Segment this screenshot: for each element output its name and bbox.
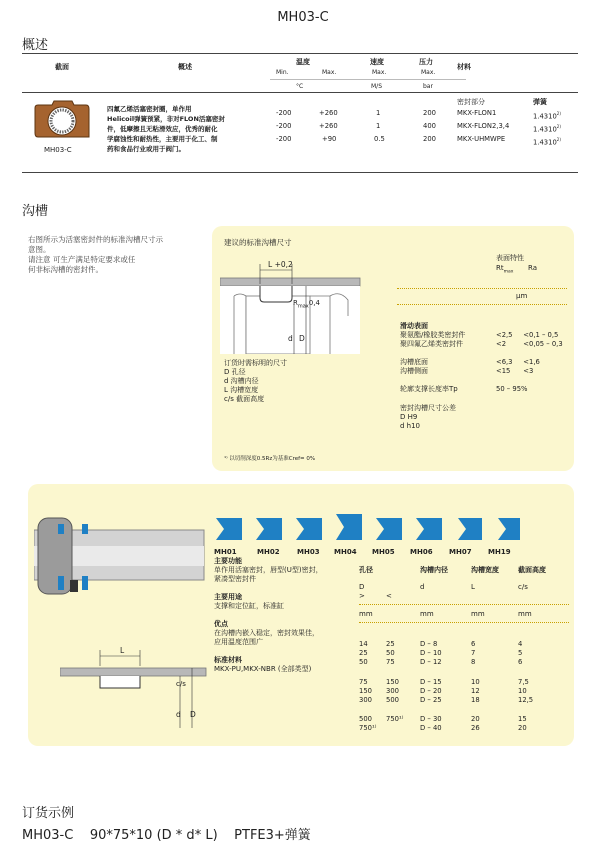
profile-mh01: MH01 [214,548,237,556]
sym-cs: c/s [518,583,528,591]
sliding-title: 滑动表面 [400,322,428,330]
sym-d: d [420,583,425,591]
dimension-cell: 300 [359,696,372,704]
col-temp-max: Max. [322,69,337,76]
sliding-ptfe: 聚四氟乙烯类密封件 [400,340,463,348]
dimension-cell: 20 [471,715,480,723]
dim-rmax: $R_{max}0,4$ [293,299,320,310]
row-1-pressure: 200 [423,109,436,117]
col-speed: 速度 [370,58,384,66]
row-3-material: MKX-UHMWPE [457,135,506,143]
p2-dim-L: L [120,646,125,655]
overview-heading: 概述 [22,38,49,53]
dimension-cell: 10 [471,678,480,686]
dimension-cell: D – 15 [420,678,442,686]
row-1-min: -200 [276,109,292,117]
row-2-material: MKX-FLON2,3,4 [457,122,510,130]
sliding-ptfe-vals: <2 <0,05 – 0,3 [496,340,563,348]
profile-mh03: MH03 [297,548,320,556]
profiles-groove-drawing [60,640,210,728]
row-2-speed: 1 [376,122,381,130]
groove-flank: 沟槽侧面 [400,367,428,375]
mh03-c-profile-drawing [34,99,90,143]
col-temp-min: Min. [276,69,289,76]
description-line: 件，低摩擦且无粘滑效应，优秀的耐化 [107,125,218,133]
dimension-cell: 7,5 [518,678,529,686]
profile-info: 主要功能 单作用活塞密封，唇型(U型)密封， 紧凑型密封件 主要用途 支撑和定位缸，标准缸 优点 在沟槽内嵌入稳定，密封效果佳， 应用温度范围广 标准材料 MKX-PU,MKX-NBR (全部类型) [214,557,323,673]
col-pressure: 压力 [419,58,433,66]
dimension-cell: 6 [518,658,523,666]
dimension-cell: 7 [471,649,476,657]
row-2-spring: 1.4310$^{2)}$ [533,124,561,134]
unit-temp: °C [296,83,304,90]
dimension-cell: D – 12 [420,658,442,666]
overview-bottom-rule [22,172,578,173]
row-3-max: +90 [322,135,337,143]
bearing-ratio: 轮廓支撑长度率Tp [400,385,458,393]
dimension-cell: D – 30 [420,715,442,723]
surface-ra: Ra [528,264,537,272]
intro-line: 何非标沟槽的密封件。 [28,265,103,274]
overview-description [107,104,277,154]
tolerance-d: d h10 [400,422,421,430]
dim-L: L +0,2 [268,260,293,269]
dimension-cell: D – 20 [420,687,442,695]
dimension-cell: D – 25 [420,696,442,704]
unit-groove-w: mm [471,610,485,618]
row-2-max: +260 [319,122,338,130]
row-1-max: +260 [319,109,338,117]
description-line: 学腐蚀性和耐热性，主要用于化工、制 [107,135,218,143]
panel1-title: 建议的标准沟槽尺寸 [224,238,292,247]
intro-line: 请注意 可生产满足特定要求或任 [28,255,136,264]
sym-lt: < [386,592,392,600]
col-material: 材料 [457,63,471,71]
groove-intro [28,235,206,275]
profile-shapes [214,512,544,546]
col-groove-w: 沟槽宽度 [471,566,499,574]
profile-mh07: MH07 [449,548,472,556]
dimension-cell: 50 [359,658,368,666]
col-seal-part: 密封部分 [457,98,485,106]
dimension-cell: D – 40 [420,724,442,732]
p2-dim-cs: c/s [176,680,186,688]
surface-rule-2 [397,304,567,305]
dim-d: d [288,334,293,343]
sym-L: L [471,583,475,591]
col-groove-d: 沟槽内径 [420,566,448,574]
dimension-cell: 150 [386,678,399,686]
dim-D: D [299,334,305,343]
col-pressure-max: Max. [421,69,436,76]
sym-D: D [359,583,365,591]
unit-cs: mm [518,610,532,618]
groove-flank-vals: <15 <3 [496,367,534,375]
intro-line: 右图所示为活塞密封件的标准沟槽尺寸示 [28,235,163,244]
dimension-cell: D – 8 [420,640,438,648]
p2-dim-d: d [176,710,181,719]
description-line: Helicoil弹簧预紧，非对FLON活塞密封 [107,115,225,123]
row-1-spring: 1.4310$^{2)}$ [533,111,561,121]
description-line: 四氟乙烯活塞密封圈，单作用 [107,105,192,113]
piston-seal-illustration [34,510,208,602]
row-3-min: -200 [276,135,292,143]
dimension-cell: D – 10 [420,649,442,657]
dimension-cell: 5 [518,649,523,657]
surface-rt: $Rt_{max}$ [496,264,514,275]
col-overview: 概述 [178,63,192,71]
profile-mh04: MH04 [334,548,357,556]
profile-mh05: MH05 [372,548,395,556]
col-speed-max: Max. [372,69,387,76]
bearing-ratio-vals: 50 – 95% [496,385,528,393]
col-spring: 弹簧 [533,98,547,106]
unit-speed: M/S [371,83,383,90]
dimension-cell: 26 [471,724,480,732]
dimension-cell: 18 [471,696,480,704]
groove-heading: 沟槽 [22,204,49,219]
dimension-cell: 75 [386,658,395,666]
dimension-cell: 500 [359,715,372,723]
dimension-cell: 15 [518,715,527,723]
surface-unit: μm [516,292,528,300]
dimension-cell: 500 [386,696,399,704]
dimension-cell: 14 [359,640,368,648]
tolerance-D: D H9 [400,413,418,421]
profile-label: MH03-C [44,146,72,154]
profile-mh02: MH02 [257,548,280,556]
dimension-cell: 75 [359,678,368,686]
dimension-cell: 750¹⁾ [359,724,377,732]
dimension-cell: 25 [359,649,368,657]
overview-header-rule [22,92,578,93]
sliding-pu: 聚氨酯/橡胶类密封件 [400,331,466,339]
dimension-cell: 300 [386,687,399,695]
col-section: 截面 [55,63,69,71]
profile-mh06: MH06 [410,548,433,556]
dimension-cell: 150 [359,687,372,695]
unit-bore: mm [359,610,373,618]
dimension-cell: 4 [518,640,523,648]
order-dimensions: 订货时需标明的尺寸 D 孔径 d 沟槽内径 L 沟槽宽度 c/s 截面高度 [224,359,287,403]
row-3-speed: 0.5 [374,135,385,143]
dimension-cell: 50 [386,649,395,657]
table-rule-1 [359,604,569,605]
description-line: 药和食品行业或用于阀门。 [107,145,185,153]
page-title: MH03-C [277,10,329,25]
row-1-speed: 1 [376,109,381,117]
row-3-spring: 1.4310$^{2)}$ [533,137,561,147]
dimension-cell: 8 [471,658,476,666]
p2-dim-D: D [190,710,196,719]
panel1-footnote: ¹⁾ 以切削深度0.5Rz为基准Cref= 0% [224,456,316,462]
unit-pressure: bar [423,83,433,90]
profile-mh19: MH19 [488,548,511,556]
surface-rule [397,288,567,289]
row-2-pressure: 400 [423,122,436,130]
intro-line: 意图。 [28,245,51,254]
units-rule [270,79,466,80]
row-2-min: -200 [276,122,292,130]
sliding-pu-vals: <2,5 <0,1 – 0,5 [496,331,559,339]
dimension-cell: 25 [386,640,395,648]
dimension-cell: 10 [518,687,527,695]
sym-gt: > [359,592,365,600]
col-cs: 截面高度 [518,566,546,574]
order-example-heading: 订货示例 [22,806,75,821]
unit-groove-d: mm [420,610,434,618]
groove-bottom: 沟槽底面 [400,358,428,366]
dimension-cell: 20 [518,724,527,732]
row-3-pressure: 200 [423,135,436,143]
overview-top-rule [22,53,578,54]
dimension-cell: 12 [471,687,480,695]
surface-title: 表面特性 [496,254,524,262]
tolerance-title: 密封沟槽尺寸公差 [400,404,456,412]
col-bore: 孔径 [359,566,373,574]
dimension-cell: 750¹⁾ [386,715,404,723]
table-rule-2 [359,622,569,623]
row-1-material: MKX-FLON1 [457,109,497,117]
groove-bottom-vals: <6,3 <1,6 [496,358,540,366]
order-example-text: MH03-C 90*75*10 (D * d* L) PTFE3+弹簧 [22,828,311,843]
dimension-cell: 12,5 [518,696,534,704]
dimension-cell: 6 [471,640,476,648]
col-temperature: 温度 [296,58,310,66]
